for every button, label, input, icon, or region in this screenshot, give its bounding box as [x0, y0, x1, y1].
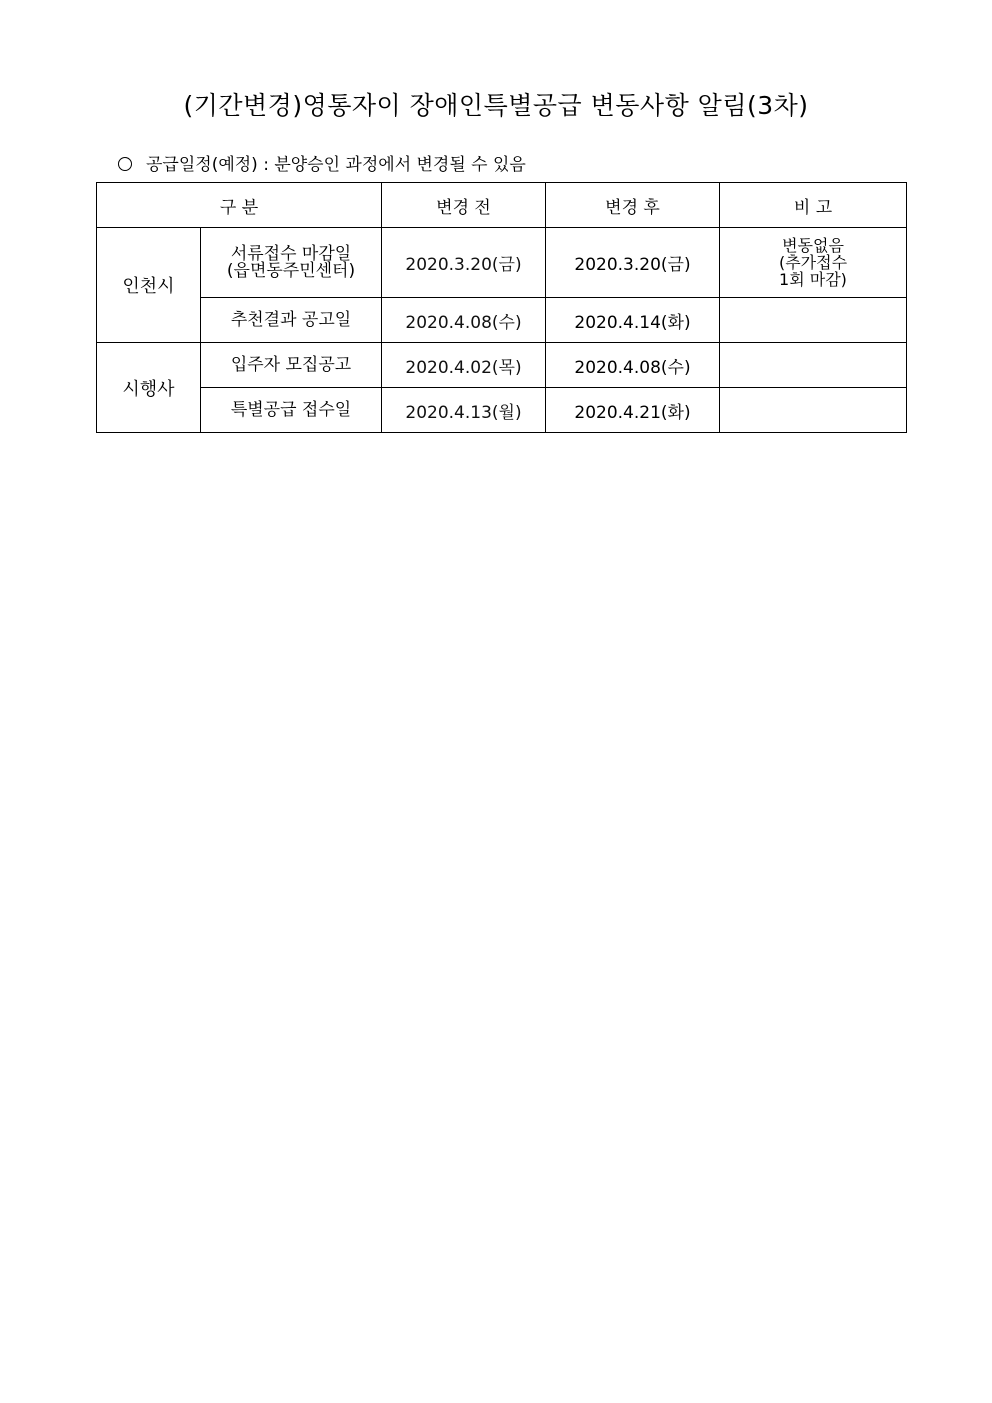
- before-date: 2020.4.13(월): [382, 388, 546, 433]
- item-text: 서류접수 마감일: [230, 243, 352, 264]
- remark-cell: [720, 343, 907, 388]
- header-after: 변경 후: [546, 183, 720, 228]
- table-row: [97, 298, 907, 343]
- item-text-sub: (읍면동주민센터): [226, 260, 356, 281]
- remark-text: 1회 마감): [779, 270, 847, 289]
- remark-text: 변동없음: [782, 236, 844, 255]
- header-before: 변경 전: [382, 183, 546, 228]
- header-remark: 비 고: [720, 183, 907, 228]
- table-row: [97, 388, 907, 433]
- group-label: 시행사: [97, 343, 201, 433]
- after-date: 2020.4.21(화): [546, 388, 720, 433]
- after-date: 2020.4.08(수): [546, 343, 720, 388]
- after-date: 2020.4.14(화): [546, 298, 720, 343]
- header-category: 구 분: [97, 183, 382, 228]
- after-date: 2020.3.20(금): [546, 228, 720, 298]
- remark-text: (추가접수: [778, 253, 848, 272]
- before-date: 2020.4.08(수): [382, 298, 546, 343]
- table-header-row: [97, 183, 907, 228]
- table-row: [97, 343, 907, 388]
- item-cell: [201, 228, 382, 298]
- circle-bullet-icon: [118, 157, 132, 171]
- item-text: 추천결과 공고일: [201, 298, 382, 343]
- table-row: [97, 228, 907, 298]
- before-date: 2020.3.20(금): [382, 228, 546, 298]
- item-text: 입주자 모집공고: [201, 343, 382, 388]
- schedule-note-text: 공급일정(예정) : 분양승인 과정에서 변경될 수 있음: [146, 155, 526, 175]
- remark-cell: [720, 388, 907, 433]
- schedule-table: [96, 182, 907, 433]
- schedule-note: [118, 150, 526, 175]
- remark-cell: [720, 228, 907, 298]
- remark-cell: [720, 298, 907, 343]
- page-title: (기간변경)영통자이 장애인특별공급 변동사항 알림(3차): [183, 91, 809, 120]
- before-date: 2020.4.02(목): [382, 343, 546, 388]
- item-text: 특별공급 접수일: [201, 388, 382, 433]
- group-label: 인천시: [97, 228, 201, 343]
